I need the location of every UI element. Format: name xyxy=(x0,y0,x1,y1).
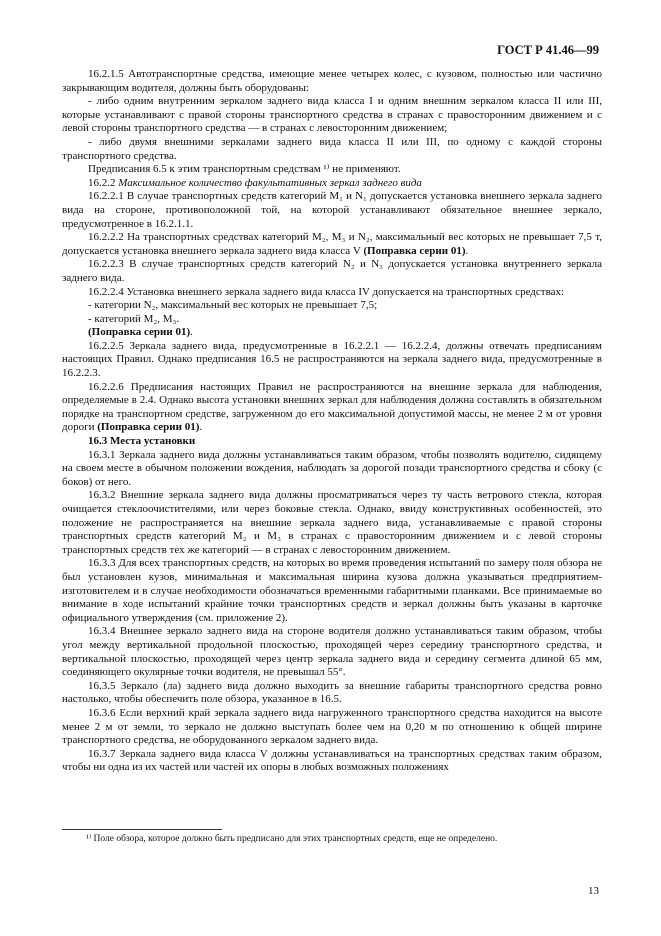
footnote-divider xyxy=(62,829,222,830)
paragraph-text: 16.3.1 Зеркала заднего вида должны устанавливаться таким образом, чтобы позволять водителю, сидящему на своем месте в обычном положении вождения, наблюдать за дорогой позади транспортного средства и сбоку (с боков) от него. xyxy=(62,448,602,488)
paragraph-text: 16.2.2.6 Предписания настоящих Правил не распространяются на внешние зеркала для наблюдения, определяемые в 2.4. Однако высота установки внешних зеркал для наблюдения должна составлять в обязательном порядке на транспортном средстве, загруженном до его максимальной допустимой массы, не менее 2 м от уровня дороги xyxy=(62,380,602,434)
amendment-note: (Поправка серии 01) xyxy=(88,326,191,339)
paragraph-text: 16.3.7 Зеркала заднего вида класса V должны устанавливаться на транспортных средствах таким образом, чтобы ни одна из их частей или частей их опоры в любых возможных положениях xyxy=(62,747,602,774)
list-item xyxy=(62,136,602,163)
paragraph xyxy=(62,449,602,490)
section-heading xyxy=(62,435,602,449)
paragraph xyxy=(62,381,602,435)
paragraph-text: 16.3.3 Для всех транспортных средств, на которых во время проведения испытаний по замеру поля обзора не был установлен кузов, минимальная и максимальная ширина кузова должна указываться предприятием-изготовителем и в случае необходимости обозначаться временными габаритными планками. Все принимаемые во внимание в ходе испытаний крайние точки транспортных средств и зеркал должны быть указаны в карточке официального утверждения (см. приложение 2). xyxy=(62,557,602,624)
section-heading xyxy=(62,177,602,191)
list-item xyxy=(62,313,602,327)
paragraph xyxy=(62,557,602,625)
amendment-note: (Поправка серии 01) xyxy=(97,421,200,434)
paragraph-text: 16.2.2.4 Установка внешнего зеркала заднего вида класса IV допускается на транспортных средствах: xyxy=(88,285,565,298)
paragraph xyxy=(62,707,602,748)
paragraph xyxy=(62,748,602,775)
paragraph xyxy=(62,489,602,557)
paragraph xyxy=(62,163,602,177)
paragraph-text: - категорий M₂, M₃. xyxy=(88,312,180,325)
paragraph-text: 16.2.2.3 В случае транспортных средств категорий N₂ и N₃ допускается установка внутреннего зеркала заднего вида. xyxy=(62,258,602,284)
standard-header: ГОСТ Р 41.46—99 xyxy=(497,43,599,57)
punctuation: . xyxy=(190,326,193,339)
paragraph-text: 16.2.2.2 На транспортных средствах категорий M₂, M₃ и N₂, максимальный вес которых не превышает 7,5 т, допускается установка внешнего зеркала заднего вида класса V xyxy=(62,231,602,257)
paragraph-text: 16.3.6 Если верхний край зеркала заднего вида нагруженного транспортного средства находится на высоте менее 2 м от земли, то зеркало не должно выступать более чем на 0,20 м по отношению к общей ширине транспортного средства, не оборудованного зеркалом заднего вида. xyxy=(62,706,602,747)
paragraph-text: - категории N₂, максимальный вес которых не превышает 7,5; xyxy=(88,299,378,312)
list-item xyxy=(62,299,602,313)
paragraph-text: 16.2.2.1 В случае транспортных средств категорий M₁ и N₁ допускается установка внешнего зеркала заднего вида на стороне, противоположной той, на которой устанавливают обязательное внешнее зеркало, предусмотренное в 16.2.1.1. xyxy=(62,190,602,230)
amendment-note: (Поправка серии 01) xyxy=(363,244,466,257)
paragraph xyxy=(62,231,602,258)
paragraph xyxy=(62,680,602,707)
paragraph-text: 16.2.2.5 Зеркала заднего вида, предусмотренные в 16.2.2.1 — 16.2.2.4, должны отвечать предписаниям настоящих Правил. Однако предписания 16.5 не распространяются на зеркала заднего вида, предусмотренные в 16.2.2.3. xyxy=(62,339,602,380)
section-title: 16.3 Места установки xyxy=(88,435,196,448)
paragraph-text: 16.3.5 Зеркало (ла) заднего вида должно выходить за внешние габариты транспортного средства ровно настолько, чтобы обеспечить поле обзора, указанное в 16.5. xyxy=(62,679,602,706)
punctuation: . xyxy=(199,421,203,434)
paragraph-text: - либо одним внутренним зеркалом заднего вида класса I и одним внешним зеркалом класса II или III, которые устанавливают с правой стороны транспортного средства в странах с правосторонним движением и с левой стороны транспортного средства — в странах с левосторонним движением; xyxy=(62,95,602,135)
section-number: 16.2.2 xyxy=(88,176,119,189)
paragraph xyxy=(62,340,602,381)
paragraph xyxy=(62,68,602,95)
page-number: 13 xyxy=(588,885,599,897)
footnote: ¹⁾ Поле обзора, которое должно быть предписано для этих транспортных средств, еще не определено. xyxy=(86,834,498,844)
paragraph xyxy=(62,258,602,285)
paragraph xyxy=(62,190,602,231)
paragraph xyxy=(62,625,602,679)
document-body xyxy=(62,68,602,775)
paragraph-text: 16.3.2 Внешние зеркала заднего вида должны просматриваться через ту часть ветрового стекла, которая очищается стеклоочистителями, или через боковые стекла. Однако, ввиду конструктивных особенностей, это положение не распространяется на внешние зеркала заднего вида, устанавливаемые с правой стороны транспортных средств категорий M₂ и M₃ в странах с правосторонним движением и с левой стороны транспортных средств тех же категорий — в странах с левосторонним движением. xyxy=(62,489,602,556)
amendment-line xyxy=(62,326,602,340)
paragraph-text: 16.2.1.5 Автотранспортные средства, имеющие менее четырех колес, с кузовом, полностью или частично закрывающим водителя, должны быть оборудованы: xyxy=(62,68,602,94)
punctuation: . xyxy=(465,244,469,257)
paragraph-text: 16.3.4 Внешнее зеркало заднего вида на стороне водителя должно устанавливаться таким образом, чтобы угол между вертикальной продольной плоскостью, проходящей через середину транспортного средства, и вертикальной плоскостью, проходящей через центр зеркала заднего вида и середину сегмента длиной 65 мм, соединяющего окулярные точки водителя, не превышал 55°. xyxy=(62,625,602,679)
paragraph xyxy=(62,286,602,300)
list-item xyxy=(62,95,602,136)
paragraph-text: - либо двумя внешними зеркалами заднего вида класса II или III, по одному с каждой стороны транспортного средства. xyxy=(62,135,602,162)
paragraph-text: Предписания 6.5 к этим транспортным средствам ¹⁾ не применяют. xyxy=(88,163,401,176)
section-title: Максимальное количество факультативных зеркал заднего вида xyxy=(118,176,422,189)
